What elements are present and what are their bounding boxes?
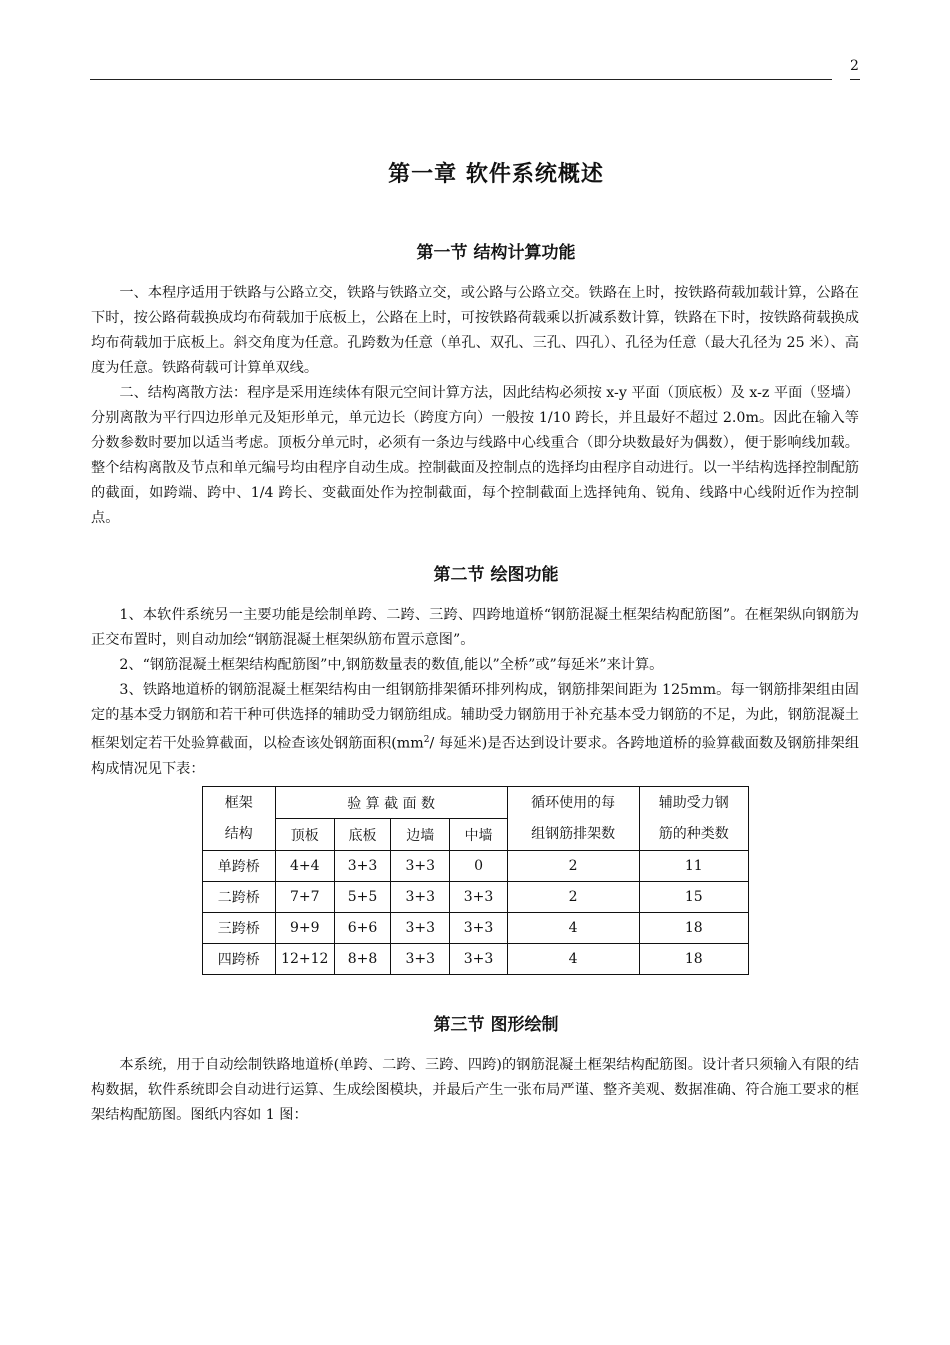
verification-table (202, 786, 749, 975)
chapter-title: 第一章 软件系统概述 (388, 162, 604, 187)
header-cycle-line-1: 循环使用的每 (531, 794, 616, 811)
header-aux-line-2: 筋的种类数 (658, 825, 729, 842)
header-bottom-slab: 底板 (334, 819, 390, 851)
cell-bottom: 3+3 (334, 851, 390, 882)
cell-middle: 0 (450, 851, 507, 882)
section-2-title: 第二节 绘图功能 (433, 565, 559, 585)
cell-aux: 18 (639, 944, 748, 975)
header-aux-types (639, 787, 748, 851)
cell-aux: 11 (639, 851, 748, 882)
header-sections: 验 算 截 面 数 (275, 787, 507, 819)
cell-middle: 3+3 (450, 882, 507, 913)
cell-aux: 15 (639, 882, 748, 913)
section-3-paragraph-1: 本系统，用于自动绘制铁路地道桥(单跨、二跨、三跨、四跨)的钢筋混凝土框架结构配筋图。设计者只须输入有限的结构数据，软件系统即会自动进行运算、生成绘图模块，并最后产生一张布局严谨、整齐美观、数据准确、符合施工要求的框架结构配筋图。图纸内容如 1 图： (91, 1057, 859, 1123)
cell-bottom: 6+6 (334, 913, 390, 944)
header-frame-line-2: 结构 (224, 825, 253, 842)
paragraph-3-text-end: / 每延米)是否达到设计要求。各跨地道桥的验算截面数及钢筋排架组构成情况见下表： (91, 735, 860, 777)
header-frame-line-1: 框架 (224, 794, 253, 811)
header-top-slab: 顶板 (275, 819, 334, 851)
cell-cycle: 4 (507, 944, 639, 975)
cell-cycle: 4 (507, 913, 639, 944)
cell-side: 3+3 (391, 851, 450, 882)
header-side-wall: 边墙 (391, 819, 450, 851)
section-2-paragraph-1: 1、本软件系统另一主要功能是绘制单跨、二跨、三跨、四跨地道桥“钢筋混凝土框架结构配筋图”。在框架纵向钢筋为正交布置时，则自动加绘“钢筋混凝土框架纵筋布置示意图”。 (91, 607, 859, 648)
cell-cycle: 2 (507, 882, 639, 913)
header-aux-line-1: 辅助受力钢 (658, 794, 729, 811)
paragraph-3-text-start: 3、铁路地道桥的钢筋混凝土框架结构由一组钢筋排架循环排列构成，钢筋排架间距为 125mm。每一钢筋排架组由固定的基本受力钢筋和若干种可供选择的辅助受力钢筋组成。辅助受力钢筋用于补充基本受力钢筋的不足，为此，钢筋混凝土框架划定若干处验算截面，以检查该处钢筋面积(mm (91, 682, 859, 752)
row-name: 二跨桥 (203, 882, 276, 913)
page-number-underline (850, 79, 860, 80)
superscript-2: 2 (423, 735, 430, 745)
header-frame-structure (203, 787, 276, 851)
cell-bottom: 5+5 (334, 882, 390, 913)
cell-side: 3+3 (391, 913, 450, 944)
section-1-title: 第一节 结构计算功能 (416, 243, 576, 263)
table-row (203, 944, 749, 975)
section-2-paragraph-2: 2、“钢筋混凝土框架结构配筋图”中,钢筋数量表的数值,能以”全桥”或”每延米”来计算。 (119, 657, 664, 673)
table-row (203, 882, 749, 913)
table-row (203, 913, 749, 944)
cell-bottom: 8+8 (334, 944, 390, 975)
cell-middle: 3+3 (450, 913, 507, 944)
row-name: 三跨桥 (203, 913, 276, 944)
section-1-paragraph-2: 二、结构离散方法：程序是采用连续体有限元空间计算方法，因此结构必须按 x-y 平面（顶底板）及 x-z 平面（竖墙）分别离散为平行四边形单元及矩形单元，单元边长（跨度方向）一般按 1/10 跨长，并且最好不超过 2.0m。因此在输入等分数参数时要加以适当考虑。顶板分单元时，必须有一条边与线路中心线重合（即分块数最好为偶数），便于影响线加载。整个结构离散及节点和单元编号均由程序自动生成。控制截面及控制点的选择均由程序自动进行。以一半结构选择控制配筋的截面，如跨端、跨中、1/4 跨长、变截面处作为控制截面，每个控制截面上选择钝角、锐角、线路中心线附近作为控制点。 (91, 385, 860, 526)
header-rule (90, 79, 832, 80)
header-cycle-count (507, 787, 639, 851)
cell-side: 3+3 (391, 944, 450, 975)
cell-top: 12+12 (275, 944, 334, 975)
table-row (203, 851, 749, 882)
cell-side: 3+3 (391, 882, 450, 913)
cell-top: 4+4 (275, 851, 334, 882)
cell-top: 9+9 (275, 913, 334, 944)
row-name: 四跨桥 (203, 944, 276, 975)
cell-aux: 18 (639, 913, 748, 944)
header-cycle-line-2: 组钢筋排架数 (531, 825, 616, 842)
cell-top: 7+7 (275, 882, 334, 913)
cell-cycle: 2 (507, 851, 639, 882)
row-name: 单跨桥 (203, 851, 276, 882)
cell-middle: 3+3 (450, 944, 507, 975)
section-1-paragraph-1: 一、本程序适用于铁路与公路立交，铁路与铁路立交，或公路与公路立交。铁路在上时，按铁路荷载加载计算，公路在下时，按公路荷载换成均布荷载加于底板上，公路在上时，可按铁路荷载乘以折减系数计算，铁路在下时，按铁路荷载换成均布荷载加于底板上。斜交角度为任意。孔跨数为任意（单孔、双孔、三孔、四孔）、孔径为任意（最大孔径为 25 米）、高度为任意。铁路荷载可计算单双线。 (91, 285, 859, 376)
page-number: 2 (850, 58, 859, 74)
header-middle-wall: 中墙 (450, 819, 507, 851)
section-2-paragraph-3 (91, 678, 859, 782)
section-3-title: 第三节 图形绘制 (433, 1015, 559, 1035)
